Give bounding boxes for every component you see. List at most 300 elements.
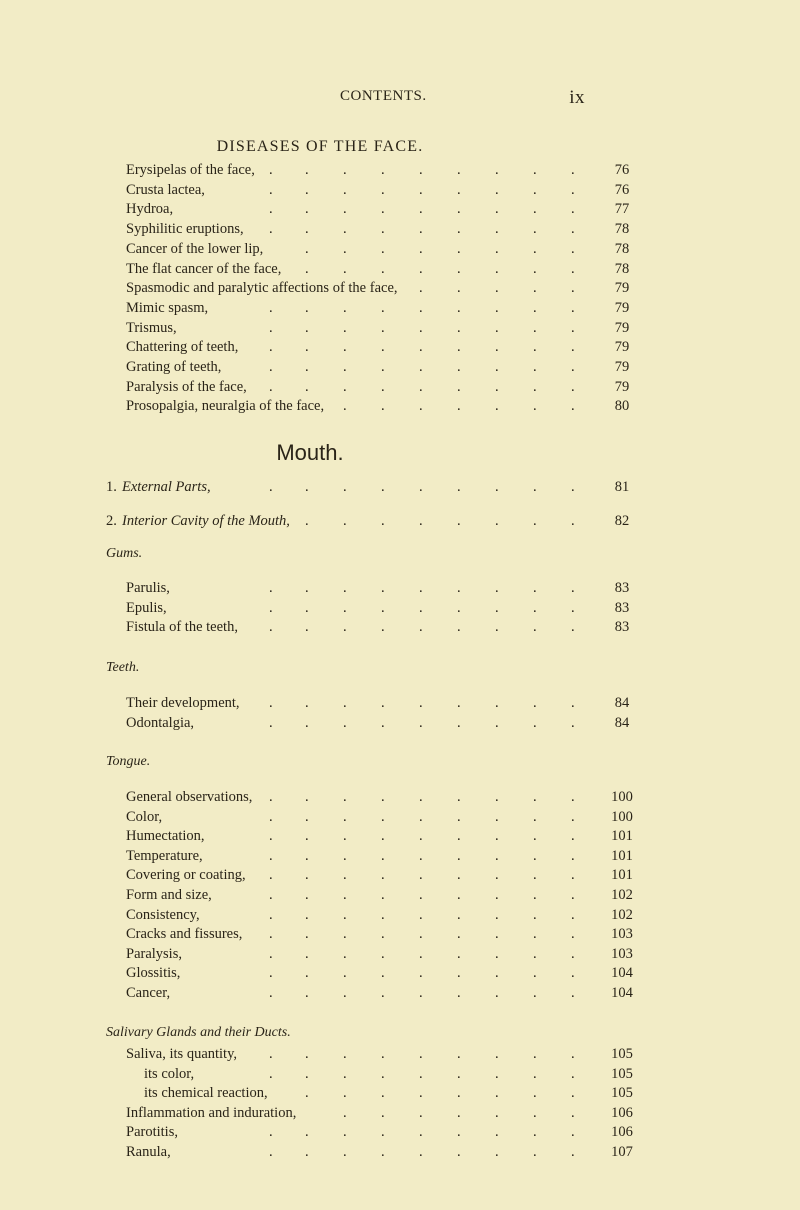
leader-dot: . [457, 1104, 461, 1121]
leader-dot: . [269, 789, 273, 805]
leader-dot: . [381, 1065, 385, 1082]
leader-dot: . [495, 965, 499, 982]
leader-dot: . [305, 378, 309, 395]
leader-dot: . [381, 828, 385, 845]
category-heading: Tongue. [106, 754, 151, 769]
leader-dot: . [305, 240, 309, 257]
leader-dot: . [381, 339, 385, 356]
leader-dot: . [571, 1046, 575, 1062]
leader-dot: . [343, 299, 347, 316]
leader-dot: . [305, 1124, 309, 1141]
leader-dot: . [419, 221, 423, 238]
leader-dot: . [305, 808, 309, 825]
leader-dot: . [381, 299, 385, 316]
leader-dot: . [457, 867, 461, 884]
leader-dot: . [343, 926, 347, 943]
leader-dot: . [495, 580, 499, 596]
leader-dot: . [419, 789, 423, 805]
leader-dot: . [495, 1104, 499, 1121]
leader-dot: . [305, 221, 309, 238]
leader-dot: . [457, 985, 461, 1001]
leader-dot: . [533, 1085, 537, 1102]
leader-dot: . [343, 789, 347, 805]
leader-dot: . [533, 808, 537, 825]
leader-dot: . [305, 867, 309, 884]
toc-entry [0, 1044, 800, 1064]
entry-label: Interior Cavity of the Mouth, [122, 513, 290, 529]
leader-dot: . [533, 789, 537, 805]
leader-dot: . [419, 1065, 423, 1082]
leader-dot: . [269, 847, 273, 864]
toc-entry [0, 298, 800, 318]
leader-dot: . [343, 1085, 347, 1102]
leader-dot: . [419, 1144, 423, 1160]
entry-page-number: 104 [611, 965, 633, 982]
leader-dot: . [495, 260, 499, 277]
leader-dot: . [457, 1124, 461, 1141]
leader-dot: . [457, 240, 461, 257]
entry-label: Cancer of the lower lip, [126, 240, 264, 257]
leader-dot: . [269, 339, 273, 356]
entry-page-number: 100 [611, 808, 633, 825]
leader-dot: . [495, 828, 499, 845]
leader-dot: . [305, 1046, 309, 1062]
entry-page-number: 83 [614, 580, 630, 596]
entry-label: Trismus, [126, 319, 177, 336]
leader-dot: . [533, 479, 537, 495]
leader-dot: . [419, 945, 423, 962]
leader-dot: . [457, 580, 461, 596]
leader-dot: . [343, 339, 347, 356]
leader-dot: . [419, 985, 423, 1001]
entry-label: Hydroa, [126, 201, 174, 218]
leader-dot: . [343, 1144, 347, 1160]
entry-label: Temperature, [126, 847, 203, 864]
leader-dot: . [305, 847, 309, 864]
toc-entry [0, 983, 800, 1003]
leader-dot: . [381, 479, 385, 495]
toc-entry [0, 511, 800, 531]
leader-dot: . [269, 599, 273, 616]
mouth-title: Mouth. [276, 440, 344, 465]
leader-dot: . [269, 162, 273, 178]
leader-dot: . [381, 599, 385, 616]
leader-dot: . [533, 926, 537, 943]
leader-dot: . [571, 847, 575, 864]
leader-dot: . [419, 319, 423, 336]
entry-label: Covering or coating, [126, 867, 246, 884]
leader-dot: . [457, 201, 461, 218]
leader-dot: . [269, 1124, 273, 1141]
entry-page-number: 101 [611, 847, 633, 864]
leader-dot: . [457, 319, 461, 336]
leader-dot: . [495, 599, 499, 616]
leader-dot: . [495, 906, 499, 923]
leader-dot: . [381, 847, 385, 864]
toc-entry [0, 357, 800, 377]
leader-dot: . [495, 299, 499, 316]
leader-dot: . [571, 619, 575, 635]
entry-label: Erysipelas of the face, [126, 162, 255, 178]
leader-dot: . [571, 240, 575, 257]
entry-page-number: 79 [614, 378, 630, 395]
entry-page-number: 105 [611, 1065, 633, 1082]
entry-label: Prosopalgia, neuralgia of the face, [126, 398, 325, 415]
leader-dot: . [381, 580, 385, 596]
leader-dot: . [305, 181, 309, 198]
leader-dot: . [457, 260, 461, 277]
leader-dot: . [457, 398, 461, 415]
page-numeral: ix [569, 87, 585, 108]
entry-label: General observations, [126, 789, 253, 805]
toc-entry [0, 377, 800, 397]
leader-dot: . [571, 339, 575, 356]
toc-entry [0, 259, 800, 279]
leader-dot: . [457, 828, 461, 845]
leader-dot: . [305, 985, 309, 1001]
entry-page-number: 103 [611, 945, 633, 962]
leader-dot: . [343, 808, 347, 825]
leader-dot: . [571, 828, 575, 845]
leader-dot: . [343, 479, 347, 495]
entry-label: Paralysis of the face, [126, 378, 247, 395]
entry-page-number: 76 [614, 162, 630, 178]
leader-dot: . [457, 1065, 461, 1082]
leader-dot: . [381, 1046, 385, 1062]
leader-dot: . [381, 1144, 385, 1160]
leader-dot: . [305, 1085, 309, 1102]
leader-dot: . [457, 162, 461, 178]
leader-dot: . [495, 359, 499, 375]
leader-dot: . [495, 280, 499, 297]
leader-dot: . [269, 945, 273, 962]
leader-dot: . [269, 808, 273, 825]
leader-dot: . [269, 201, 273, 218]
leader-dot: . [571, 398, 575, 415]
leader-dot: . [381, 1085, 385, 1102]
entry-page-number: 77 [614, 201, 630, 218]
leader-dot: . [419, 599, 423, 616]
entry-page-number: 106 [611, 1124, 633, 1141]
leader-dot: . [457, 221, 461, 238]
leader-dot: . [419, 906, 423, 923]
entry-page-number: 105 [611, 1085, 633, 1102]
leader-dot: . [343, 201, 347, 218]
leader-dot: . [533, 1104, 537, 1121]
leader-dot: . [305, 926, 309, 943]
leader-dot: . [305, 828, 309, 845]
leader-dot: . [305, 1144, 309, 1160]
leader-dot: . [269, 378, 273, 395]
leader-dot: . [495, 1144, 499, 1160]
leader-dot: . [381, 906, 385, 923]
leader-dot: . [495, 847, 499, 864]
leader-dot: . [419, 808, 423, 825]
leader-dot: . [533, 359, 537, 375]
entry-page-number: 82 [614, 513, 630, 529]
leader-dot: . [381, 221, 385, 238]
leader-dot: . [343, 513, 347, 529]
leader-dot: . [381, 240, 385, 257]
toc-entry [0, 846, 800, 866]
entry-label: Epulis, [126, 599, 167, 616]
toc-entry [0, 318, 800, 338]
leader-dot: . [533, 201, 537, 218]
leader-dot: . [381, 1104, 385, 1121]
leader-dot: . [269, 926, 273, 943]
toc-entry [0, 199, 800, 219]
leader-dot: . [533, 319, 537, 336]
toc-entry [0, 865, 800, 885]
entry-page-number: 78 [614, 240, 630, 257]
leader-dot: . [343, 240, 347, 257]
leader-dot: . [381, 695, 385, 711]
leader-dot: . [269, 1065, 273, 1082]
entry-label: Chattering of teeth, [126, 339, 239, 356]
leader-dot: . [269, 319, 273, 336]
leader-dot: . [343, 619, 347, 635]
leader-dot: . [495, 378, 499, 395]
leader-dot: . [495, 945, 499, 962]
leader-dot: . [495, 479, 499, 495]
leader-dot: . [571, 580, 575, 596]
toc-entry [0, 617, 800, 637]
leader-dot: . [305, 945, 309, 962]
leader-dot: . [571, 808, 575, 825]
entry-number: 1. [106, 479, 117, 495]
entry-page-number: 83 [614, 599, 630, 616]
leader-dot: . [269, 906, 273, 923]
leader-dot: . [495, 513, 499, 529]
toc-entry [0, 924, 800, 944]
leader-dot: . [343, 985, 347, 1001]
leader-dot: . [343, 1124, 347, 1141]
leader-dot: . [571, 181, 575, 198]
leader-dot: . [533, 1124, 537, 1141]
leader-dot: . [381, 945, 385, 962]
section-title: DISEASES OF THE FACE. [216, 138, 424, 155]
leader-dot: . [571, 789, 575, 805]
leader-dot: . [419, 965, 423, 982]
leader-dot: . [457, 513, 461, 529]
entry-page-number: 81 [614, 479, 630, 495]
leader-dot: . [457, 945, 461, 962]
leader-dot: . [495, 808, 499, 825]
leader-dot: . [457, 1085, 461, 1102]
leader-dot: . [305, 162, 309, 178]
leader-dot: . [495, 1124, 499, 1141]
leader-dot: . [343, 828, 347, 845]
leader-dot: . [381, 181, 385, 198]
leader-dot: . [571, 201, 575, 218]
running-head-title: CONTENTS. [340, 88, 427, 104]
toc-entry [0, 1083, 800, 1103]
leader-dot: . [419, 299, 423, 316]
toc-entry [0, 160, 800, 180]
toc-entry [0, 905, 800, 925]
leader-dot: . [381, 513, 385, 529]
leader-dot: . [457, 299, 461, 316]
leader-dot: . [533, 945, 537, 962]
entry-page-number: 101 [611, 828, 633, 845]
entry-label: Paralysis, [126, 945, 182, 962]
leader-dot: . [571, 260, 575, 277]
leader-dot: . [495, 926, 499, 943]
leader-dot: . [457, 789, 461, 805]
entry-label: Saliva, its quantity, [126, 1046, 238, 1062]
entry-page-number: 76 [614, 181, 630, 198]
leader-dot: . [495, 1085, 499, 1102]
leader-dot: . [533, 513, 537, 529]
leader-dot: . [305, 479, 309, 495]
leader-dot: . [533, 695, 537, 711]
leader-dot: . [343, 1046, 347, 1062]
entry-number: 2. [106, 513, 117, 529]
leader-dot: . [269, 1144, 273, 1160]
entry-page-number: 79 [614, 359, 630, 375]
entry-page-number: 83 [614, 619, 630, 635]
entry-page-number: 79 [614, 299, 630, 316]
leader-dot: . [495, 162, 499, 178]
leader-dot: . [571, 695, 575, 711]
leader-dot: . [269, 985, 273, 1001]
leader-dot: . [571, 1124, 575, 1141]
leader-dot: . [343, 260, 347, 277]
leader-dot: . [571, 1065, 575, 1082]
leader-dot: . [495, 714, 499, 731]
leader-dot: . [571, 479, 575, 495]
leader-dot: . [571, 906, 575, 923]
leader-dot: . [533, 299, 537, 316]
leader-dot: . [533, 906, 537, 923]
leader-dot: . [457, 479, 461, 495]
leader-dot: . [457, 378, 461, 395]
entry-page-number: 102 [611, 887, 633, 903]
leader-dot: . [571, 714, 575, 731]
category-heading: Teeth. [106, 660, 140, 675]
toc-entry [0, 713, 800, 733]
entry-page-number: 107 [611, 1144, 633, 1160]
leader-dot: . [571, 1144, 575, 1160]
leader-dot: . [495, 985, 499, 1001]
leader-dot: . [571, 299, 575, 316]
toc-entry [0, 1064, 800, 1084]
leader-dot: . [457, 847, 461, 864]
leader-dot: . [343, 867, 347, 884]
entry-label: Grating of teeth, [126, 359, 222, 375]
leader-dot: . [419, 260, 423, 277]
leader-dot: . [571, 867, 575, 884]
leader-dot: . [571, 887, 575, 903]
leader-dot: . [419, 162, 423, 178]
leader-dot: . [419, 580, 423, 596]
leader-dot: . [305, 339, 309, 356]
leader-dot: . [419, 1085, 423, 1102]
leader-dot: . [343, 221, 347, 238]
leader-dot: . [571, 359, 575, 375]
entry-label: Mimic spasm, [126, 299, 209, 316]
leader-dot: . [381, 359, 385, 375]
leader-dot: . [269, 359, 273, 375]
leader-dot: . [343, 162, 347, 178]
toc-entry [0, 1142, 800, 1162]
entry-page-number: 105 [611, 1046, 633, 1062]
leader-dot: . [533, 221, 537, 238]
leader-dot: . [495, 221, 499, 238]
entry-page-number: 104 [611, 985, 633, 1001]
entry-label: its chemical reaction, [144, 1085, 268, 1102]
leader-dot: . [495, 339, 499, 356]
leader-dot: . [269, 181, 273, 198]
leader-dot: . [305, 580, 309, 596]
leader-dot: . [533, 965, 537, 982]
entry-page-number: 79 [614, 339, 630, 356]
leader-dot: . [495, 240, 499, 257]
leader-dot: . [457, 1144, 461, 1160]
leader-dot: . [419, 181, 423, 198]
leader-dot: . [419, 280, 423, 297]
leader-dot: . [343, 359, 347, 375]
leader-dot: . [381, 887, 385, 903]
category-heading: Salivary Glands and their Ducts. [106, 1025, 291, 1040]
leader-dot: . [571, 985, 575, 1001]
leader-dot: . [343, 580, 347, 596]
leader-dot: . [343, 906, 347, 923]
leader-dot: . [269, 828, 273, 845]
leader-dot: . [419, 1124, 423, 1141]
entry-label: Spasmodic and paralytic affections of the face, [126, 280, 398, 297]
leader-dot: . [269, 221, 273, 238]
leader-dot: . [419, 1104, 423, 1121]
leader-dot: . [381, 398, 385, 415]
leader-dot: . [495, 619, 499, 635]
leader-dot: . [533, 619, 537, 635]
entry-label: its color, [144, 1065, 195, 1082]
leader-dot: . [533, 260, 537, 277]
leader-dot: . [419, 867, 423, 884]
leader-dot: . [533, 280, 537, 297]
leader-dot: . [305, 299, 309, 316]
leader-dot: . [305, 965, 309, 982]
leader-dot: . [381, 1124, 385, 1141]
leader-dot: . [495, 887, 499, 903]
leader-dot: . [419, 887, 423, 903]
leader-dot: . [533, 1065, 537, 1082]
leader-dot: . [571, 1085, 575, 1102]
leader-dot: . [571, 280, 575, 297]
toc-entry [0, 337, 800, 357]
leader-dot: . [381, 867, 385, 884]
entry-page-number: 103 [611, 926, 633, 943]
leader-dot: . [457, 887, 461, 903]
leader-dot: . [457, 926, 461, 943]
entry-label: Cracks and fissures, [126, 926, 243, 943]
leader-dot: . [495, 319, 499, 336]
leader-dot: . [533, 378, 537, 395]
leader-dot: . [343, 181, 347, 198]
toc-entry [0, 278, 800, 298]
leader-dot: . [457, 1046, 461, 1062]
leader-dot: . [495, 789, 499, 805]
leader-dot: . [343, 1104, 347, 1121]
entry-label: Fistula of the teeth, [126, 619, 238, 635]
leader-dot: . [533, 240, 537, 257]
toc-entry [0, 963, 800, 983]
leader-dot: . [457, 808, 461, 825]
leader-dot: . [419, 339, 423, 356]
leader-dot: . [305, 513, 309, 529]
leader-dot: . [269, 867, 273, 884]
